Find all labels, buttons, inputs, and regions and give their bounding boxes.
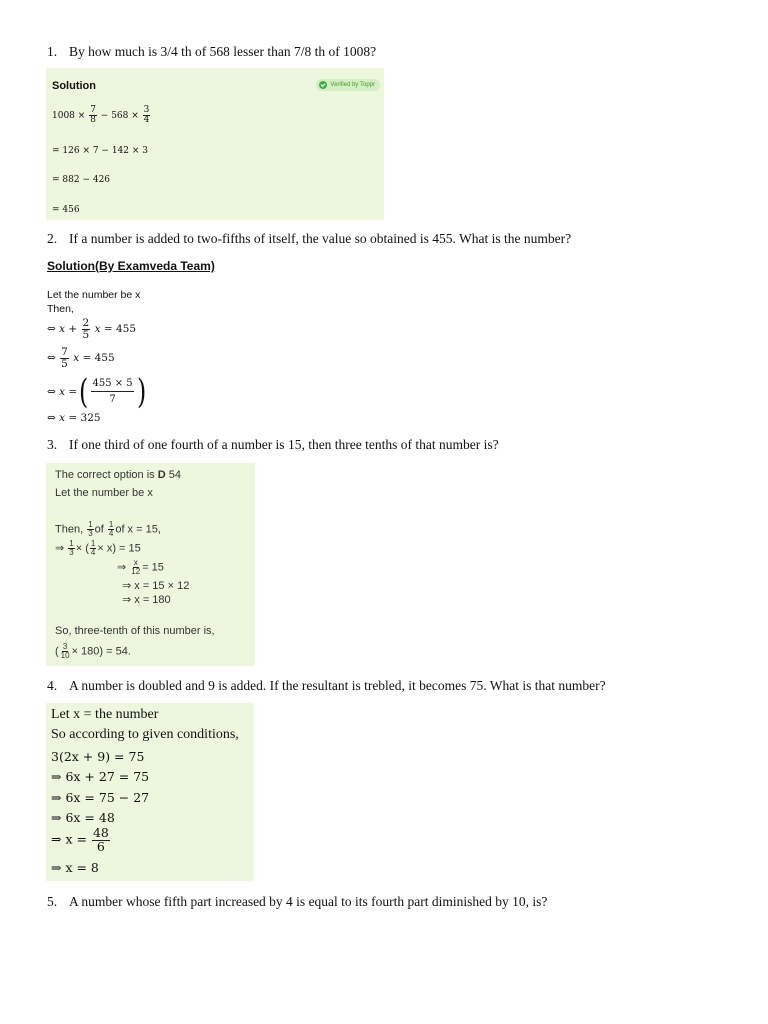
expr-part: = 15 [142,561,164,574]
solution-1-title: Solution [52,80,96,92]
verified-badge-label: Verified by Toppr [330,82,375,88]
denominator: 3 [69,548,74,557]
numerator: 7 [61,346,68,358]
denominator: 4 [108,529,114,538]
fraction [143,106,151,125]
question-number: 3. [47,437,58,452]
fraction [68,540,74,557]
denominator: 8 [90,115,96,125]
numerator: 7 [90,105,96,115]
expr-part: ⇔ [47,352,56,364]
question-number: 1. [47,44,58,59]
expr-part: × x) = 15 [97,542,141,555]
solution-2-line-2: Then, [47,303,74,315]
solution-3-line-3 [55,521,161,538]
solution-2-step-1 [47,318,136,340]
solution-3-answer [55,469,181,481]
question-3 [47,437,499,453]
fraction [60,643,71,660]
numerator: x [133,558,138,567]
fraction [82,318,91,340]
fraction [87,521,93,538]
numerator: 48 [92,825,109,840]
denominator: 7 [109,394,116,405]
solution-2-step-4: ⇔ 𝑥 = 325 [47,412,101,424]
solution-4-line-4: ⇒ 6x + 27 = 75 [51,769,150,784]
answer-value: 54 [165,469,181,481]
fraction [90,540,96,557]
question-1 [47,44,376,60]
expr-part: ⇒ x = [51,831,87,847]
expr-part: 𝑥 = 455 [73,352,115,364]
question-2 [47,231,571,247]
numerator: 1 [69,539,74,548]
question-text: If one third of one fourth of a number is 15, then three tenths of that number is? [69,437,499,452]
question-text: If a number is added to two-fifths of itself, the value so obtained is 455. What is the number? [69,231,572,246]
question-number: 2. [47,231,58,246]
question-5 [47,894,547,910]
answer-option: D [157,469,166,481]
fraction [89,106,97,125]
solution-2-line-1: Let the number be x [47,289,141,301]
question-number: 4. [47,678,58,693]
right-paren: ) [136,372,146,412]
denominator: 4 [143,115,150,125]
solution-2-step-2 [47,347,115,369]
question-number: 5. [47,894,58,909]
denominator: 10 [60,651,70,660]
solution-4-line-6: ⇒ 6x = 48 [51,810,115,825]
numerator: 3 [143,105,150,115]
numerator: 1 [108,520,114,529]
expr-part: of [94,523,107,536]
solution-2-title: Solution(By Examveda Team) [47,259,215,273]
solution-4-line-2: So according to given conditions, [51,727,239,742]
numerator: 1 [88,520,93,529]
solution-3-panel [46,463,255,666]
fraction [130,559,141,576]
expr-part: 𝑥 = 455 [94,323,137,335]
check-icon [319,81,327,89]
solution-4-line-7 [51,827,111,853]
solution-4-line-8: ⇒ x = 8 [51,860,99,875]
denominator: 4 [90,548,96,557]
solution-3-line-8: So, three-tenth of this number is, [55,625,215,637]
solution-3-line-9 [55,643,131,660]
expr-part: ⇒ [55,542,68,555]
question-text: By how much is 3/4 th of 568 lesser than 7/8 th of 1008? [69,44,377,59]
expr-part: 1008 × [52,111,86,121]
denominator: 3 [88,529,93,538]
solution-4-panel [46,703,254,881]
expr-part: ⇒ [117,561,130,574]
expr-part: Then, [55,523,87,536]
solution-4-line-1: Let x = the number [51,707,159,722]
denominator: 5 [61,357,68,370]
question-text: A number is doubled and 9 is added. If the resultant is trebled, it becomes 75. What is that number? [69,678,606,693]
expr-part: × 180) = 54. [71,645,131,658]
question-text: A number whose fifth part increased by 4 is equal to its fourth part diminished by 10, is? [69,894,548,909]
solution-1-line-3: = 882 − 426 [52,175,111,185]
numerator: 3 [62,642,68,651]
solution-3-line-2: Let the number be x [55,487,153,499]
solution-3-line-5 [117,559,164,576]
solution-1-line-4: = 456 [52,205,80,215]
expr-part: ⇔ 𝑥 + [47,323,78,335]
solution-3-line-4 [55,540,141,557]
denominator: 12 [131,567,141,576]
expr-part: − 568 × [100,111,139,121]
solution-4-line-5: ⇒ 6x = 75 − 27 [51,790,150,805]
solution-3-line-6: ⇒ x = 15 × 12 [122,580,190,592]
denominator: 6 [96,838,105,854]
numerator: 1 [90,539,96,548]
solution-1-panel [46,68,384,220]
left-paren: ( [79,372,89,412]
fraction [91,379,133,405]
verified-badge [316,79,380,91]
fraction [92,827,110,853]
solution-3-line-7: ⇒ x = 180 [122,594,171,606]
denominator: 5 [82,328,90,341]
expr-part: of x = 15, [115,523,161,536]
expr-part: ( [55,645,59,658]
solution-4-line-3: 3(2x + 9) = 75 [51,749,145,764]
solution-1-line-2: = 126 × 7 − 142 × 3 [52,146,148,156]
question-4 [47,678,606,694]
numerator: 2 [82,317,90,329]
solution-2-step-3 [47,372,148,412]
fraction [108,521,114,538]
expr-part: × ( [75,542,89,555]
numerator: 455 × 5 [91,379,133,392]
answer-label: The correct option is [55,469,158,481]
fraction [60,347,69,369]
solution-1-line-1 [52,106,151,125]
expr-part: ⇔ 𝑥 = [47,386,78,398]
